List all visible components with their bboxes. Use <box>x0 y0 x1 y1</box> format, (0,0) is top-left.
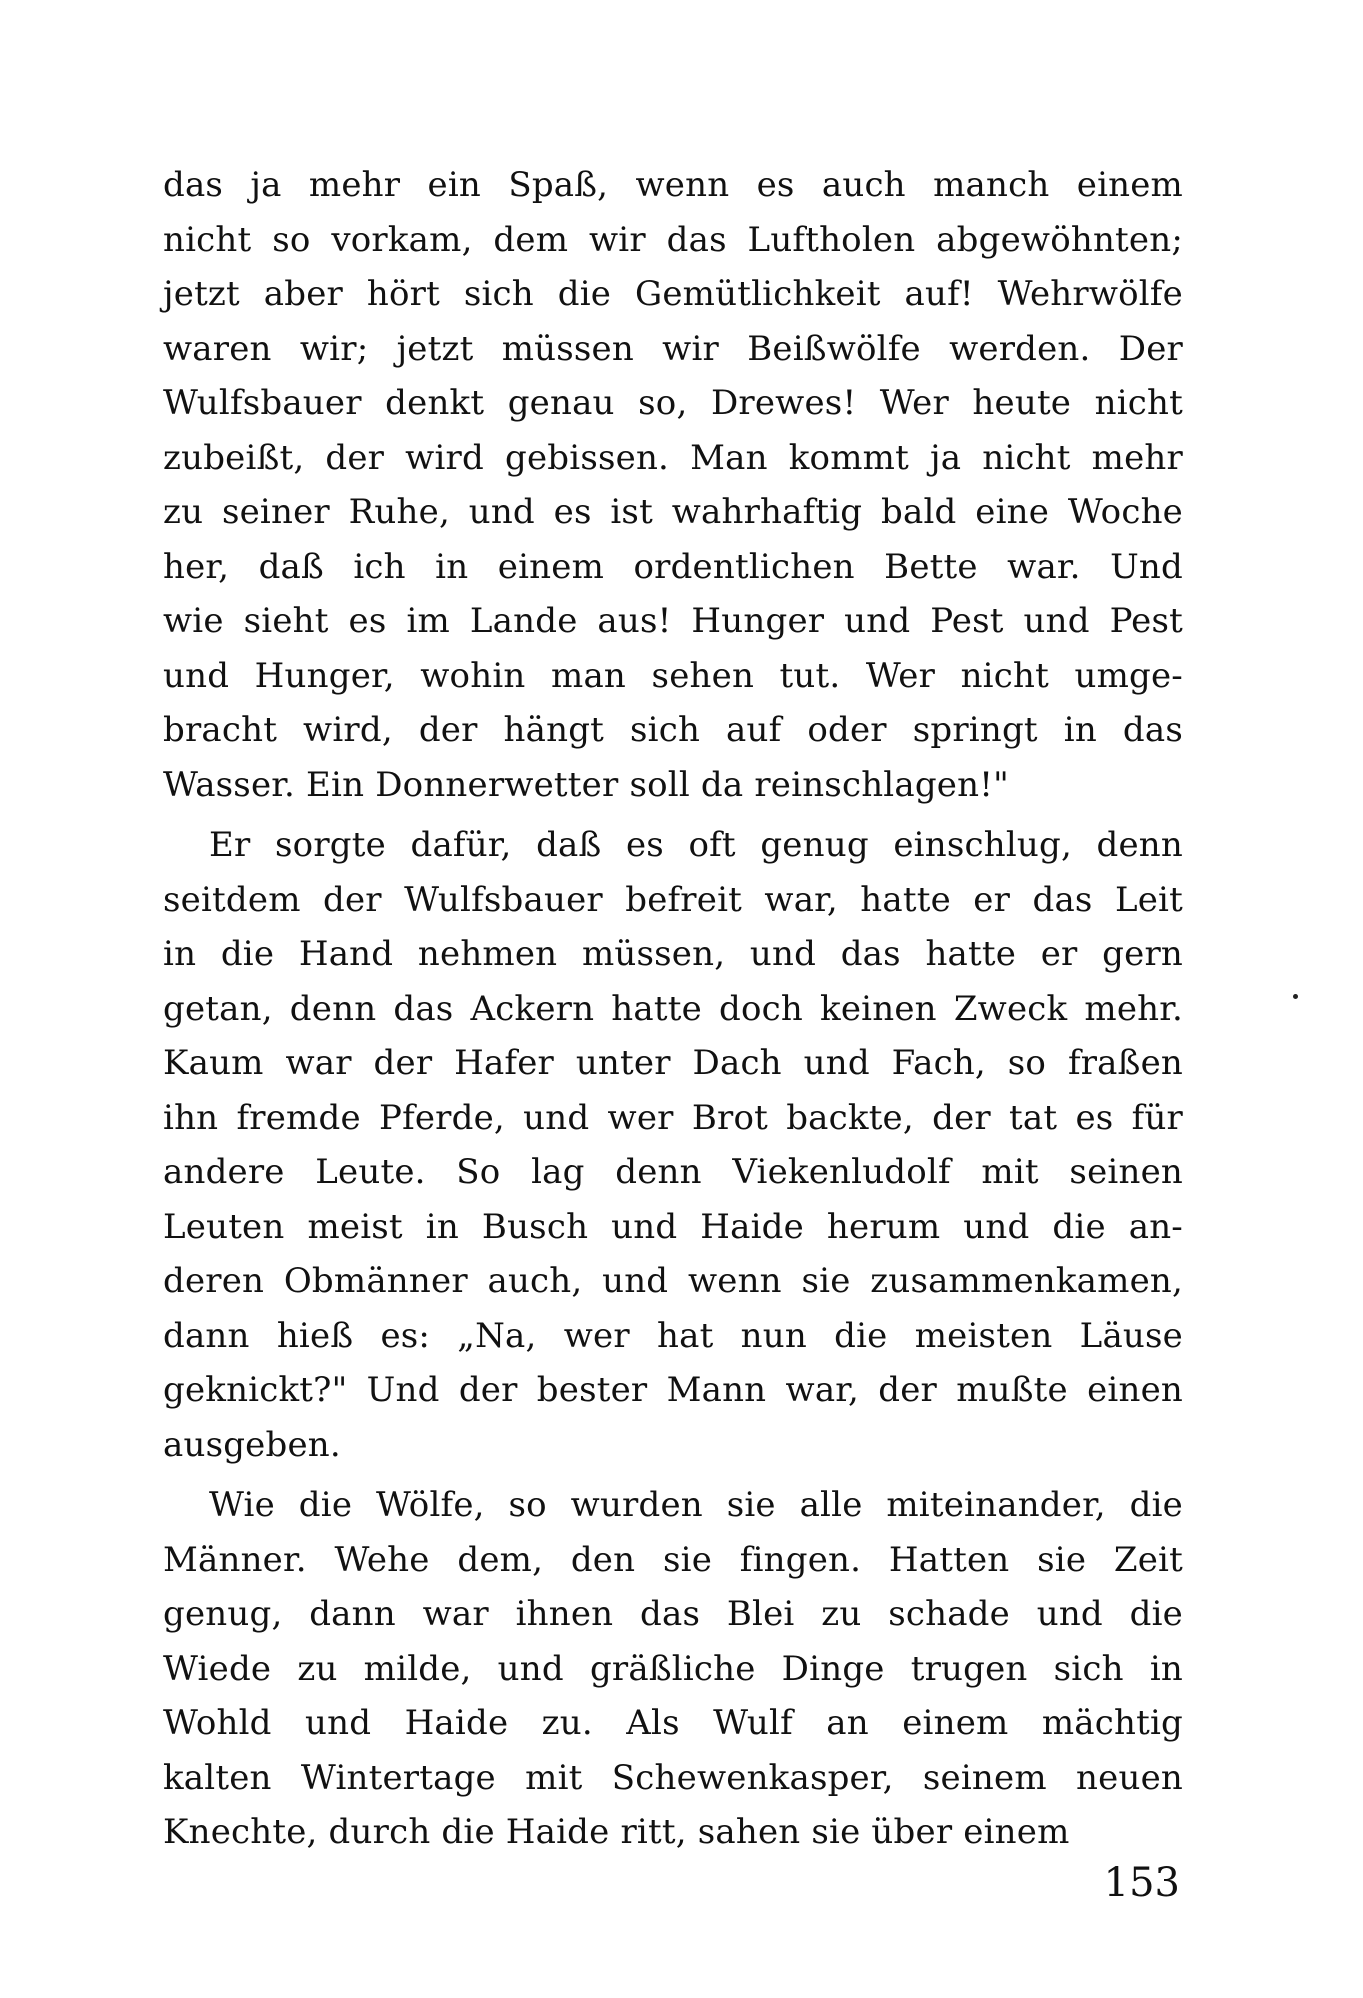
text-line: Knechte, durch die Haide ritt, sahen sie über einem <box>163 1812 1070 1852</box>
text-line: bracht wird, der hängt sich auf oder springt in das <box>163 710 1183 750</box>
text-line: genug, dann war ihnen das Blei zu schade und die <box>163 1594 1183 1634</box>
text-line: kalten Wintertage mit Schewenkasper, seinem neuen <box>163 1757 1183 1798</box>
text-line: Leuten meist in Busch und Haide herum und die an- <box>163 1206 1183 1247</box>
text-line: Wulfsbauer denkt genau so, Drewes! Wer heute nicht <box>163 383 1183 423</box>
paragraph <box>163 818 1183 1472</box>
paragraph <box>163 1478 1183 1860</box>
text-line: seitdem der Wulfsbauer befreit war, hatte er das Leit <box>163 879 1183 920</box>
text-line: in die Hand nehmen müssen, und das hatte er gern <box>163 934 1183 974</box>
text-line: jetzt aber hört sich die Gemütlichkeit auf! Wehrwölfe <box>163 274 1183 314</box>
text-line: Kaum war der Hafer unter Dach und Fach, so fraßen <box>163 1043 1183 1083</box>
text-line: nicht so vorkam, dem wir das Luftholen abgewöhnten; <box>163 219 1183 260</box>
text-line: Wiede zu milde, und gräßliche Dinge trugen sich in <box>163 1648 1183 1689</box>
paragraph <box>163 158 1183 812</box>
text-line: wie sieht es im Lande aus! Hunger und Pest und Pest <box>163 601 1183 641</box>
text-line: ausgeben. <box>163 1424 341 1465</box>
text-line: und Hunger, wohin man sehen tut. Wer nicht umge- <box>163 655 1183 696</box>
text-line: ihn fremde Pferde, und wer Brot backte, der tat es für <box>163 1097 1183 1138</box>
print-speck <box>1293 994 1298 999</box>
text-line: deren Obmänner auch, und wenn sie zusammenkamen, <box>163 1261 1183 1301</box>
text-line: geknickt?" Und der bester Mann war, der mußte einen <box>163 1370 1183 1410</box>
text-line: zubeißt, der wird gebissen. Man kommt ja nicht mehr <box>163 437 1183 478</box>
text-line: zu seiner Ruhe, und es ist wahrhaftig bald eine Woche <box>163 492 1183 532</box>
text-line: das ja mehr ein Spaß, wenn es auch manch einem <box>163 165 1183 205</box>
text-line: Er sorgte dafür, daß es oft genug einschlug, denn <box>209 825 1183 865</box>
text-line: Wohld und Haide zu. Als Wulf an einem mächtig <box>163 1703 1183 1743</box>
body-text <box>163 158 1183 1860</box>
text-line: dann hieß es: „Na, wer hat nun die meisten Läuse <box>163 1315 1183 1356</box>
text-line: Wasser. Ein Donnerwetter soll da reinschlagen!" <box>163 764 1009 805</box>
text-line: andere Leute. So lag denn Viekenludolf mit seinen <box>163 1152 1183 1192</box>
text-line: her, daß ich in einem ordentlichen Bette war. Und <box>163 546 1183 587</box>
text-line: Männer. Wehe dem, den sie fingen. Hatten sie Zeit <box>163 1539 1183 1580</box>
text-line: waren wir; jetzt müssen wir Beißwölfe werden. Der <box>163 328 1183 369</box>
text-line: Wie die Wölfe, so wurden sie alle miteinander, die <box>209 1485 1183 1525</box>
text-line: getan, denn das Ackern hatte doch keinen Zweck mehr. <box>163 988 1183 1029</box>
page-number: 153 <box>1103 1860 1180 1906</box>
